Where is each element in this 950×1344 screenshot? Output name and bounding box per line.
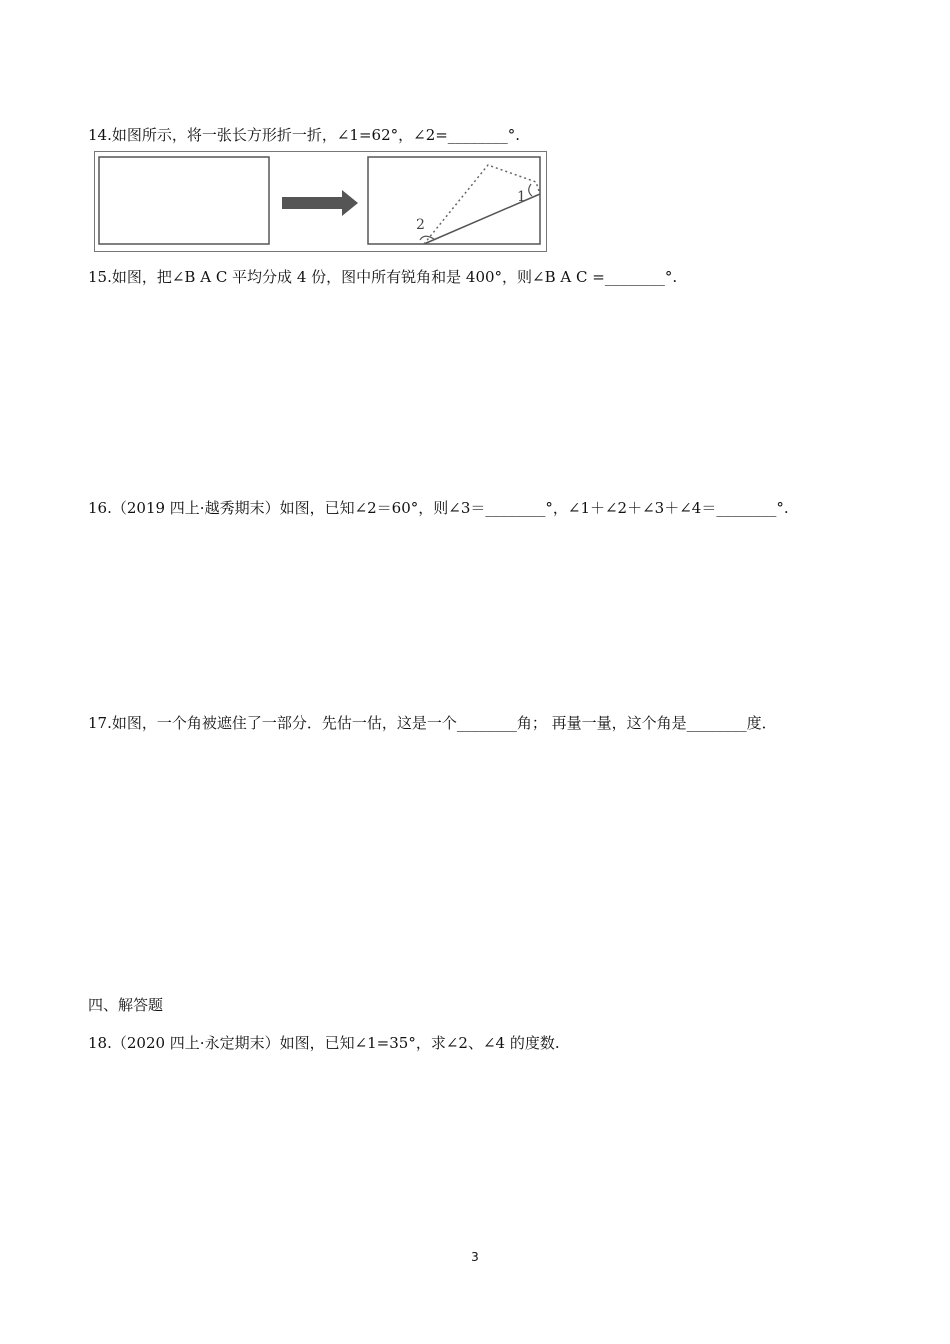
section-heading-answer-questions: 四、解答题 bbox=[88, 996, 164, 1014]
angle-1-arc bbox=[529, 184, 532, 196]
folding-rectangle-figure bbox=[94, 151, 547, 252]
question-15: 15.如图，把∠B A C 平均分成 4 份，图中所有锐角和是 400°，则∠B A C =________°. bbox=[88, 268, 678, 286]
angle-1-label: 1 bbox=[517, 189, 526, 205]
question-16: 16.（2019 四上·越秀期末）如图，已知∠2＝60°，则∠3＝________°，∠1＋∠2＋∠3＋∠4＝________°. bbox=[88, 499, 789, 517]
original-rectangle bbox=[99, 157, 269, 244]
arrow-icon bbox=[282, 190, 358, 216]
angle-2-label: 2 bbox=[416, 217, 425, 233]
question-17: 17.如图，一个角被遮住了一部分．先估一估，这是一个________角； 再量一量，这个角是________度． bbox=[88, 714, 777, 732]
question-14: 14.如图所示，将一张长方形折一折，∠1=62°，∠2=________°. bbox=[88, 126, 521, 144]
question-18: 18.（2020 四上·永定期末）如图，已知∠1=35°，求∠2、∠4 的度数. bbox=[88, 1034, 560, 1052]
page-number: 3 bbox=[471, 1250, 479, 1264]
